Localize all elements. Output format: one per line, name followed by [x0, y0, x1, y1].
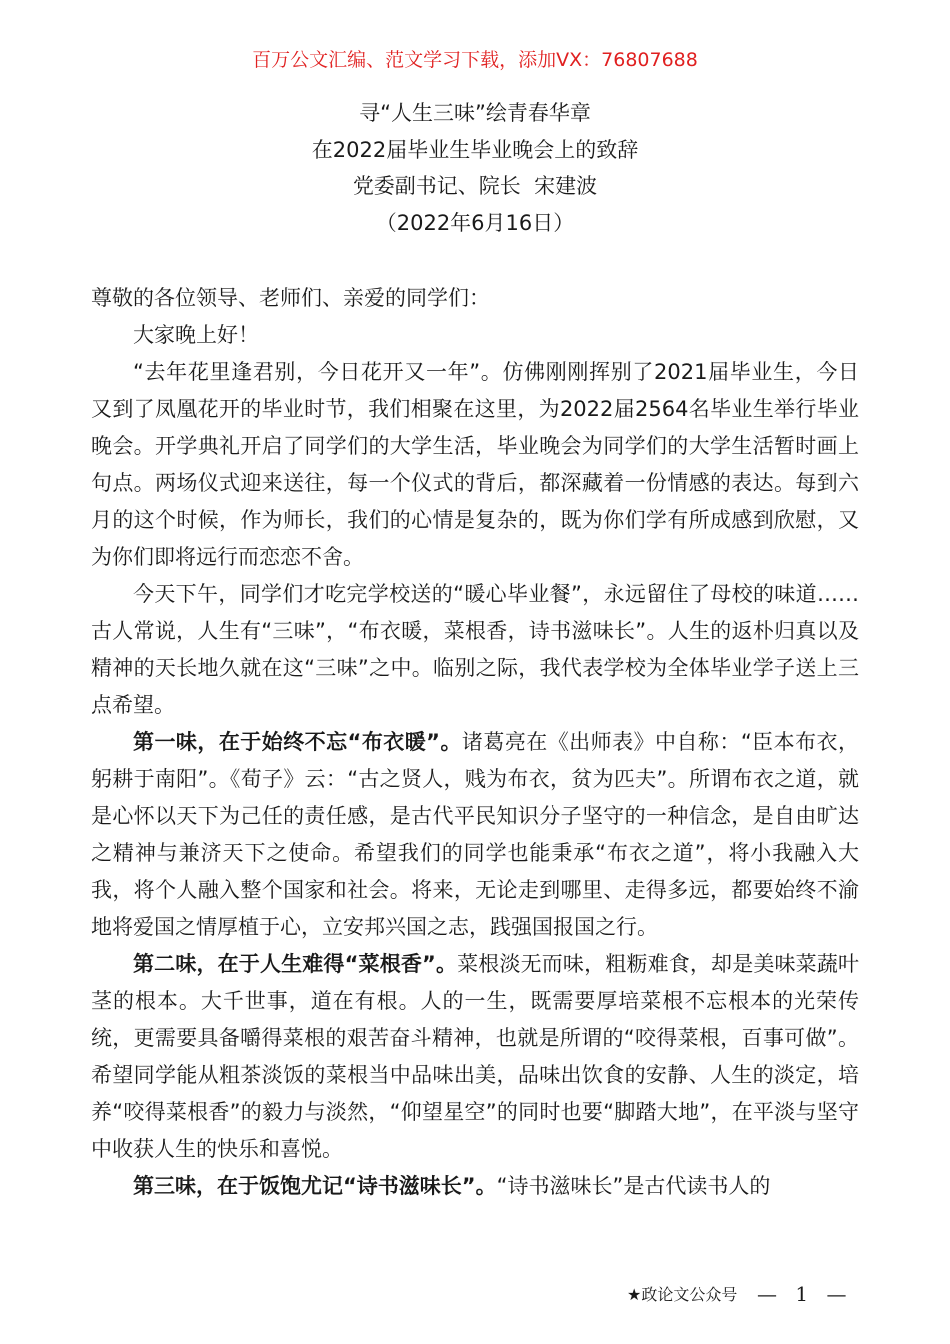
paragraph-2: 今天下午，同学们才吃完学校送的“暖心毕业餐”，永远留住了母校的味道……古人常说，人生有“三味”，“布衣暖，菜根香，诗书滋味长”。人生的返朴归真以及精神的天长地久就在这“三味”之中。临别之际，我代表学校为全体毕业学子送上三点希望。 [91, 582, 859, 717]
greeting: 大家晚上好！ [133, 323, 259, 347]
paragraph-5-text: “诗书滋味长”是古代读书人的 [496, 1174, 771, 1198]
speaker-line: 党委副书记、院长 宋建波 [352, 174, 598, 198]
page-number: — 1 — [757, 1282, 853, 1306]
speech-title: 寻“人生三味”绘青春华章 [359, 101, 591, 125]
paragraph-5 [91, 1168, 859, 1205]
paragraph-3-text: 诸葛亮在《出师表》中自称：“臣本布衣，躬耕于南阳”。《荀子》云：“古之贤人，贱为布衣，贫为匹夫”。所谓布衣之道，就是心怀以天下为己任的责任感，是古代平民知识分子坚守的一种信念，是自由旷达之精神与兼济天下之使命。希望我们的同学也能秉承“布衣之道”，将小我融入大我，将个人融入整个国家和社会。将来，无论走到哪里、走得多远，都要始终不渝地将爱国之情厚植于心，立安邦兴国之志，践强国报国之行。 [91, 730, 859, 939]
paragraph-4-text: 菜根淡无而味，粗粝难食，却是美味菜蔬叶茎的根本。大千世事，道在有根。人的一生，既需要厚培菜根不忘根本的光荣传统，更需要具备嚼得菜根的艰苦奋斗精神，也就是所谓的“咬得菜根，百事可做”。希望同学能从粗茶淡饭的菜根当中品味出美，品味出饮食的安静、人生的淡定，培养“咬得菜根香”的毅力与淡然，“仰望星空”的同时也要“脚踏大地”，在平淡与坚守中收获人生的快乐和喜悦。 [91, 952, 859, 1161]
paragraph-4 [91, 946, 859, 1168]
title-block [0, 95, 950, 241]
page-footer [0, 1284, 950, 1314]
speech-body [91, 280, 859, 1205]
paragraph-5-heading: 第三味，在于饭饱尤记“诗书滋味长”。 [133, 1174, 497, 1198]
ad-banner: 百万公文汇编、范文学习下载，添加VX：76807688 [252, 49, 698, 71]
paragraph-1: “去年花里逢君别，今日花开又一年”。仿佛刚刚挥别了2021届毕业生，今日又到了凤凰花开的毕业时节，我们相聚在这里，为2022届2564名毕业生举行毕业晚会。开学典礼开启了同学们的大学生活，毕业晚会为同学们的大学生活暂时画上句点。两场仪式迎来送往，每一个仪式的背后，都深藏着一份情感的表达。每到六月的这个时候，作为师长，我们的心情是复杂的，既为你们学有所成感到欣慰，又为你们即将远行而恋恋不舍。 [91, 360, 859, 569]
paragraph-3 [91, 724, 859, 946]
speech-date: （2022年6月16日） [375, 210, 575, 235]
speech-subtitle: 在2022届毕业生毕业晚会上的致辞 [311, 137, 639, 162]
paragraph-4-heading: 第二味，在于人生难得“菜根香”。 [133, 952, 458, 976]
footer-source-mark: ★政论文公众号 [627, 1285, 738, 1304]
salutation: 尊敬的各位领导、老师们、亲爱的同学们： [91, 286, 490, 310]
paragraph-3-heading: 第一味，在于始终不忘“布衣暖”。 [133, 730, 462, 754]
